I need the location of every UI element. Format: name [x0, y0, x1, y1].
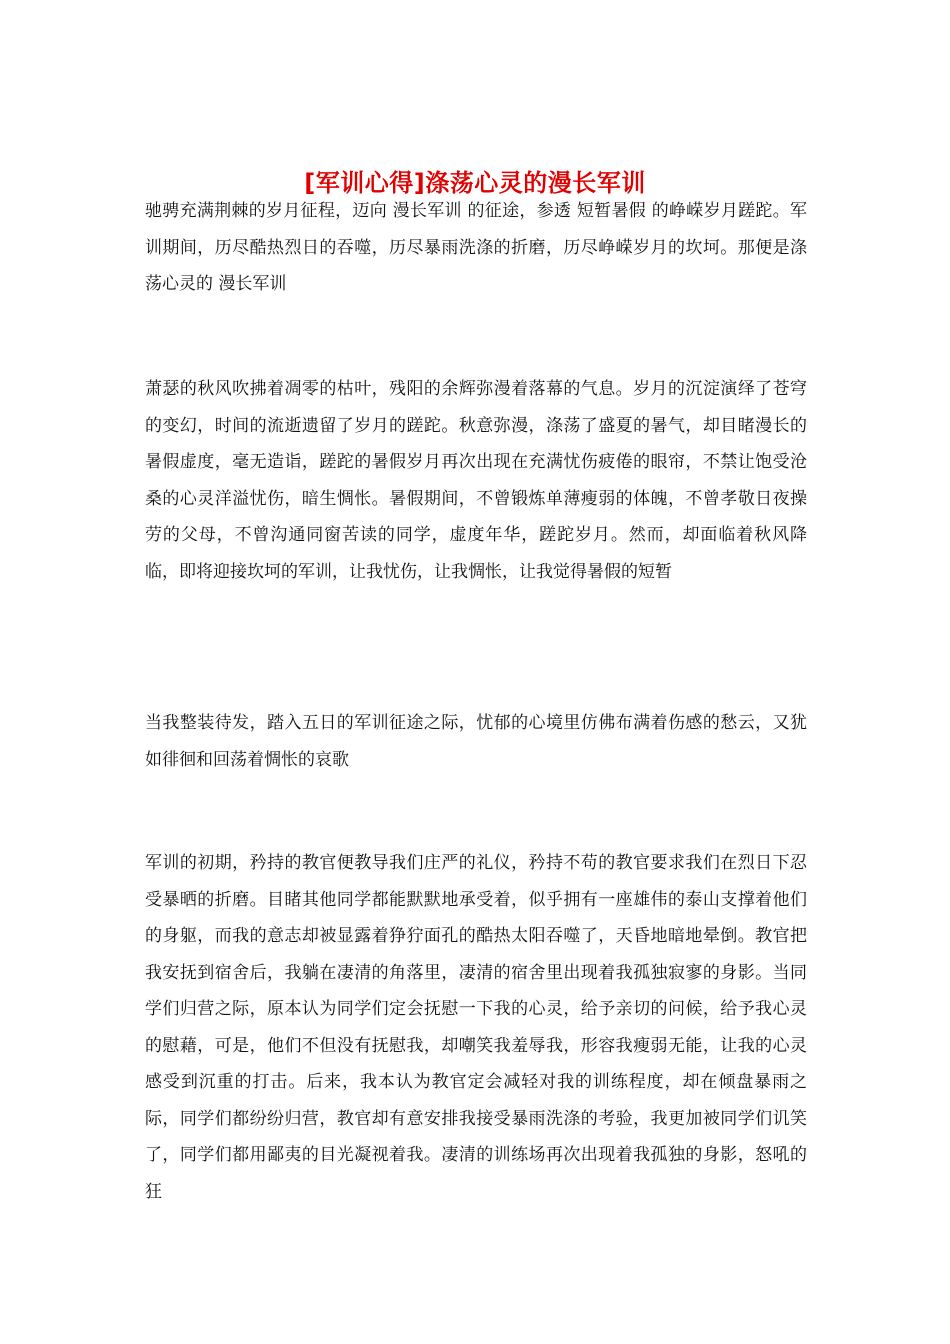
- paragraph-autumn: 萧瑟的秋风吹拂着凋零的枯叶，残阳的余辉弥漫着落幕的气息。岁月的沉淀演绎了苍穹的变幻，时间的流逝遗留了岁月的蹉跎。秋意弥漫，涤荡了盛夏的暑气，却目睹漫长的暑假虚度，毫无造诣，蹉跎的暑假岁月再次出现在充满忧伤疲倦的眼帘，不禁让饱受沧桑的心灵洋溢忧伤，暗生惆怅。暑假期间，不曾锻炼单薄瘦弱的体魄，不曾孝敬日夜操劳的父母，不曾沟通同窗苦读的同学，虚度年华，蹉跎岁月。然而，却面临着秋风降临，即将迎接坎坷的军训，让我忧伤，让我惆怅，让我觉得暑假的短暂: [145, 379, 807, 582]
- paragraph-departure: 当我整装待发，踏入五日的军训征途之际，忧郁的心境里仿佛布满着伤感的愁云，又犹如徘徊和回荡着惆怅的哀歌: [145, 713, 807, 770]
- document-title: [军训心得]涤荡心灵的漫长军训: [304, 169, 646, 198]
- paragraph-intro: 驰骋充满荆棘的岁月征程，迈向 漫长军训 的征途，参透 短暂暑假 的峥嵘岁月蹉跎。军训期间，历尽酷热烈日的吞噬，历尽暴雨洗涤的折磨，历尽峥嵘岁月的坎坷。那便是涤荡心灵的 漫长军训: [145, 201, 807, 294]
- paragraph-training: 军训的初期，矜持的教官便教导我们庄严的礼仪，矜持不苟的教官要求我们在烈日下忍受暴晒的折磨。目睹其他同学都能默默地承受着，似乎拥有一座雄伟的泰山支撑着他们的身躯，而我的意志却被显露着狰狞面孔的酷热太阳吞噬了，天昏地暗地晕倒。教官把我安抚到宿舍后，我躺在凄清的角落里，凄清的宿舍里出现着我孤独寂寥的身影。当同学们归营之际，原本认为同学们定会抚慰一下我的心灵，给予亲切的问候，给予我心灵的慰藉，可是，他们不但没有抚慰我，却嘲笑我羞辱我，形容我瘦弱无能，让我的心灵感受到沉重的打击。后来，我本认为教官定会减轻对我的训练程度，却在倾盘暴雨之际，同学们都纷纷归营，教官却有意安排我接受暴雨洗涤的考验，我更加被同学们讥笑了，同学们都用鄙夷的目光凝视着我。凄清的训练场再次出现着我孤独的身影，怒吼的狂: [145, 853, 807, 1202]
